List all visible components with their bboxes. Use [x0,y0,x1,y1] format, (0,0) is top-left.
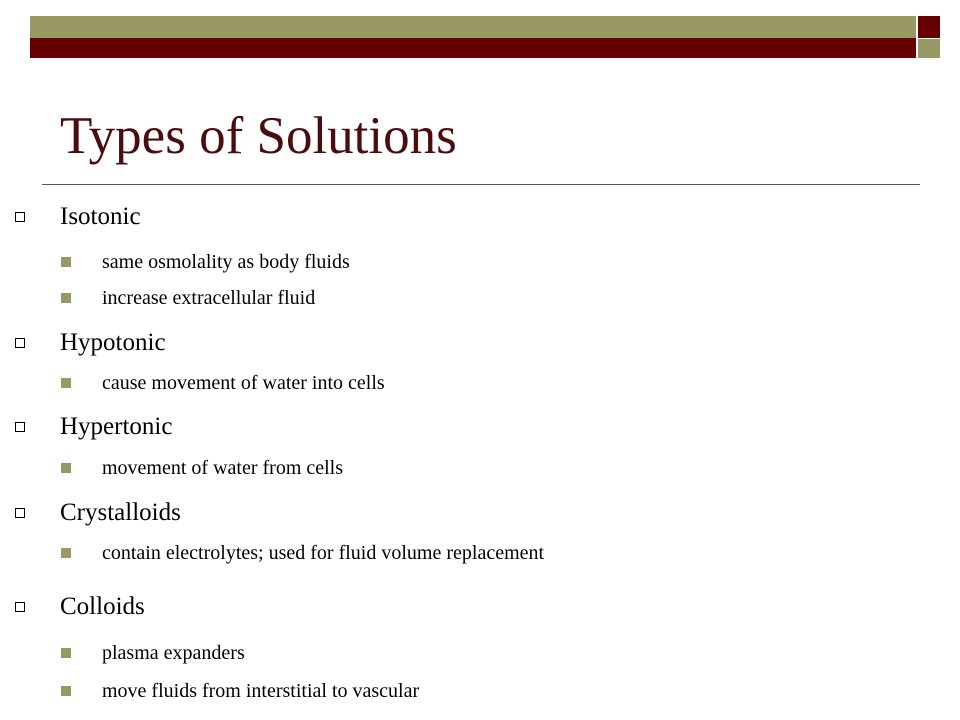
bullet-square-icon [15,212,25,222]
sub-bullet-text: move fluids from interstitial to vascular [102,680,420,702]
bullet-square-icon [15,508,25,518]
sub-bullet-icon [61,463,71,473]
sub-bullet-icon [61,257,71,267]
sub-bullet-text: cause movement of water into cells [102,372,385,394]
sub-bullet-text: contain electrolytes; used for fluid volume replacement [102,542,545,564]
bullet-square-icon [15,338,25,348]
sub-bullet-text: same osmolality as body fluids [102,251,350,273]
bullet-hypotonic: Hypotonic [60,329,166,356]
header-olive-bar [30,16,916,38]
slide-title: Types of Solutions [60,107,457,165]
sub-bullet-icon [61,686,71,696]
sub-bullet-text: increase extracellular fluid [102,287,316,309]
bullet-hypertonic: Hypertonic [60,413,173,440]
sub-bullet-text: movement of water from cells [102,457,344,479]
sub-bullet-icon [61,648,71,658]
title-divider [42,184,920,185]
sub-bullet-text: plasma expanders [102,642,245,664]
bullet-isotonic: Isotonic [60,203,141,230]
header-darkred-bar [30,38,916,58]
corner-square-olive [918,39,940,58]
corner-square-red [918,16,940,38]
bullet-square-icon [15,602,25,612]
bullet-colloids: Colloids [60,593,145,620]
sub-bullet-icon [61,378,71,388]
sub-bullet-icon [61,293,71,303]
bullet-square-icon [15,422,25,432]
bullet-crystalloids: Crystalloids [60,499,181,526]
sub-bullet-icon [61,548,71,558]
